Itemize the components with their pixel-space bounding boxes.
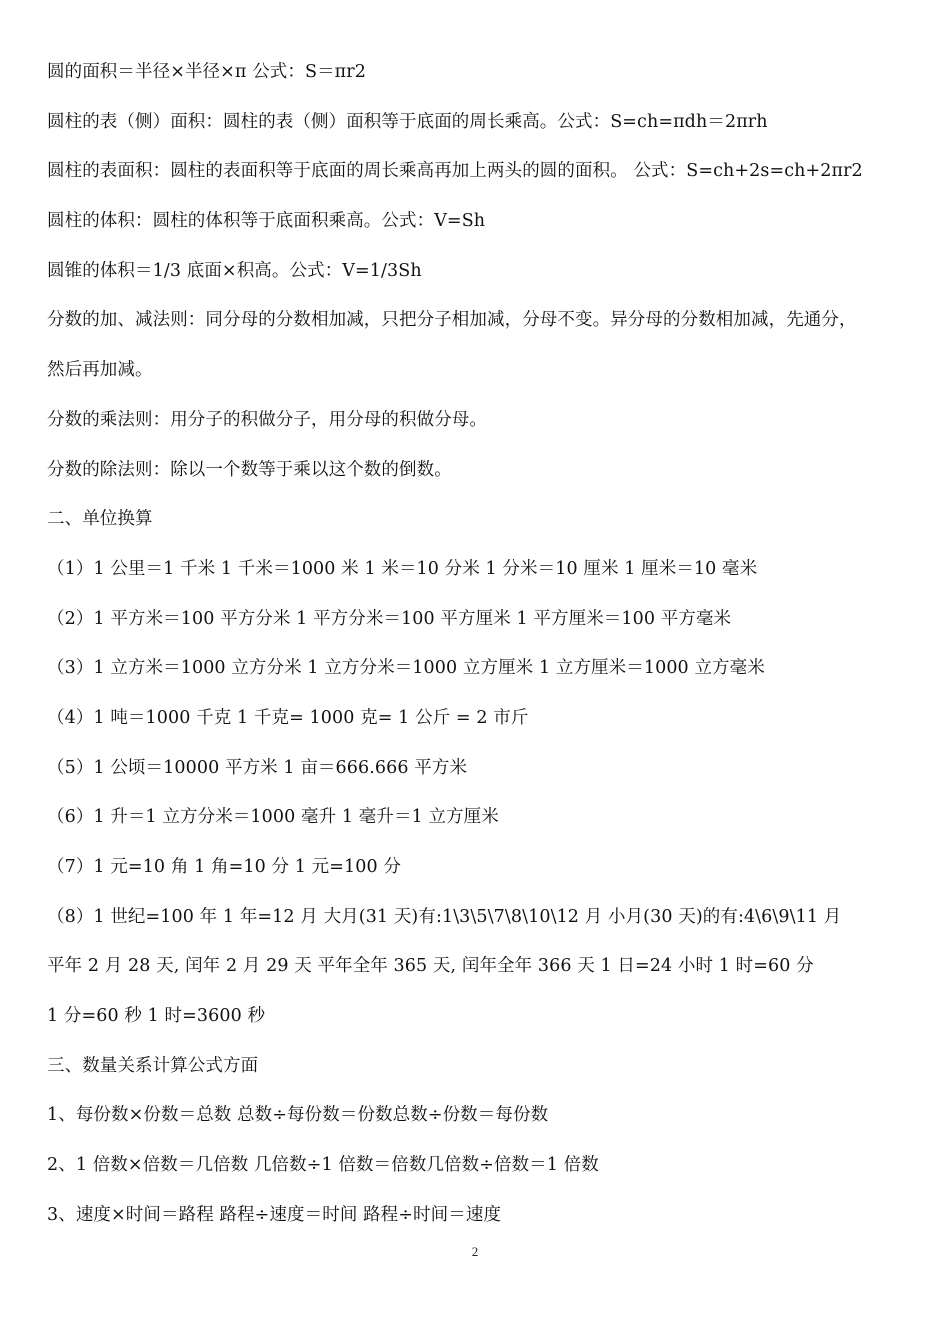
text-line: 分数的除法则：除以一个数等于乘以这个数的倒数。 [47, 459, 452, 480]
text-line: 分数的加、减法则：同分母的分数相加减，只把分子相加减，分母不变。异分母的分数相加减，先通分， [47, 310, 857, 331]
page-number: 2 [471, 1244, 479, 1259]
text-line: 圆的面积＝半径×半径×π 公式：S＝πr2 [47, 62, 366, 82]
text-line: （5）1 公顷＝10000 平方米 1 亩＝666.666 平方米 [47, 757, 468, 778]
text-line: 平年 2 月 28 天, 闰年 2 月 29 天 平年全年 365 天, 闰年全年 366 天 1 日=24 小时 1 时=60 分 [47, 956, 814, 977]
text-line: 分数的乘法则：用分子的积做分子，用分母的积做分母。 [47, 409, 487, 430]
section-heading: 二、单位换算 [47, 509, 153, 530]
text-line: 圆柱的表面积：圆柱的表面积等于底面的周长乘高再加上两头的圆的面积。 公式：S=ch+2s=ch+2πr2 [47, 161, 863, 182]
text-line: 1、每份数×份数＝总数 总数÷每份数＝份数总数÷份数＝每份数 [47, 1105, 549, 1126]
text-line: 1 分=60 秒 1 时=3600 秒 [47, 1006, 266, 1027]
text-line: 3、速度×时间＝路程 路程÷速度＝时间 路程÷时间＝速度 [47, 1204, 502, 1225]
text-line: （4）1 吨＝1000 千克 1 千克= 1000 克= 1 公斤 = 2 市斤 [47, 707, 529, 728]
section-heading: 三、数量关系计算公式方面 [47, 1055, 259, 1076]
text-line: （1）1 公里＝1 千米 1 千米＝1000 米 1 米＝10 分米 1 分米＝10 厘米 1 厘米＝10 毫米 [47, 558, 758, 579]
text-line: 圆柱的体积：圆柱的体积等于底面积乘高。公式：V=Sh [47, 211, 486, 232]
text-line: 然后再加减。 [47, 360, 153, 381]
text-line: （6）1 升＝1 立方分米＝1000 毫升 1 毫升＝1 立方厘米 [47, 807, 499, 828]
text-line: 圆锥的体积＝1/3 底面×积高。公式：V=1/3Sh [47, 260, 422, 281]
text-line: （3）1 立方米＝1000 立方分米 1 立方分米＝1000 立方厘米 1 立方厘米＝1000 立方毫米 [47, 658, 765, 679]
text-line: （8）1 世纪=100 年 1 年=12 月 大月(31 天)有:1\3\5\7\8\10\12 月 小月(30 天)的有:4\6\9\11 月 [47, 906, 842, 927]
text-line: 2、1 倍数×倍数＝几倍数 几倍数÷1 倍数＝倍数几倍数÷倍数＝1 倍数 [47, 1155, 599, 1176]
document-body [47, 56, 917, 1249]
text-line: （2）1 平方米＝100 平方分米 1 平方分米＝100 平方厘米 1 平方厘米＝100 平方毫米 [47, 608, 732, 629]
text-line: 圆柱的表（侧）面积：圆柱的表（侧）面积等于底面的周长乘高。公式：S=ch=πdh＝2πrh [47, 111, 768, 132]
text-line: （7）1 元=10 角 1 角=10 分 1 元=100 分 [47, 857, 401, 877]
